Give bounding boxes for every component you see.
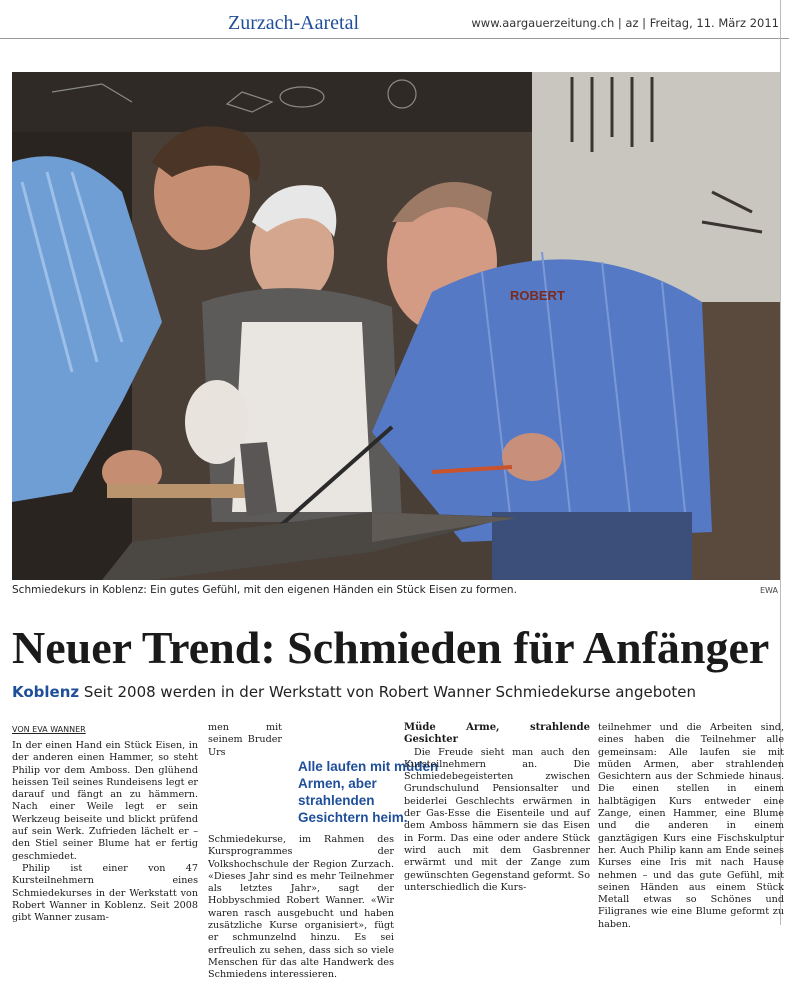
article-subline	[12, 683, 780, 701]
article-headline: Neuer Trend: Schmieden für Anfänger	[12, 622, 770, 673]
location-kicker: Koblenz	[12, 683, 80, 701]
paragraph: Philip ist einer von 47 Kursteilnehmern eines Schmiedekurses in der Werkstatt von Robert Wanner in Koblenz. Seit 2008 gibt Wanner zusam-	[12, 862, 198, 924]
article-column-2	[208, 722, 439, 982]
article-column-3	[404, 722, 590, 894]
page-header	[0, 0, 789, 38]
apron-text: ROBERT	[510, 288, 565, 303]
byline: VON EVA WANNER	[12, 725, 86, 734]
article-column-1	[12, 740, 198, 924]
paragraph: Die Freude sieht man auch den Kursteilnehmern an. Die Schmiedebegeisterten zwischen Grundschulund Pensionsalter und beiderlei Geschlechts erwärmen in der Gas-Esse die Eisenteile und auf dem Amboss hämmern sie das Eisen in Form. Das eine oder andere Stück wird auch mit dem Gasbrenner erwärmt und mit der Zange zum gewünschten Gegenstand geformt. So unterschiedlich die Kurs-	[404, 746, 590, 893]
paragraph: men mit seinem Bruder Urs Schmiedekurse, im Rahmen des Kursprogrammes der Volkshochschule der Region Zurzach. «Dieses Jahr sind es mehr Teilnehmer als letztes Jahr», sagt der Hobbyschmied Robert Wanner. «Wir waren rasch ausgebucht und haben zusätzliche Kurse organisiert», fügt er schmunzelnd hinzu. Es sei erfreulich zu sehen, dass sich so viele Menschen für das alte Handwerk des Schmiedens interessieren.	[208, 722, 394, 981]
article-column-4	[598, 722, 784, 931]
publication-meta: www.aargauerzeitung.ch | az | Freitag, 11. März 2011	[471, 16, 779, 30]
paragraph: teilnehmer und die Arbeiten sind, eines haben die Teilnehmer alle gemeinsam: Alle laufen sie mit müden Armen, aber strahlenden Gesichtern aus der Schmiede hinaus. Die einen stellen in einem halbtägigen Kurs entweder eine Zange, einen Hammer, eine Blume und die anderen in einem ganztägigen Kurs eine Fischskulptur her. Auch Philip kann am Ende seines Kurses eine Iris mit nach Hause nehmen – und das gute Gefühl, mit seinen Händen aus einem Stück Metall etwas so Schönes und Filigranes wie eine Blume geformt zu haben.	[598, 722, 784, 930]
pull-quote: Alle laufen mit müden Armen, aber strahlenden Gesichtern heim.	[288, 756, 440, 828]
photo-credit: EWA	[760, 586, 778, 595]
section-title: Zurzach-Aaretal	[228, 12, 360, 34]
article-photo	[12, 72, 780, 580]
section-subheading: Müde Arme, strahlende Gesichter	[404, 722, 590, 746]
paragraph: In der einen Hand ein Stück Eisen, in der anderen einen Hammer, so steht Philip vor dem Amboss. Den glühend heissen Teil seines Rundeisens legt er darauf und fängt an zu hämmern. Nach einer Weile legt er sein Werkzeug beiseite und blickt prüfend auf sein Werk. Zufrieden lächelt er – den Stiel seiner Blume hat er fertig geschmiedet.	[12, 740, 198, 862]
header-rule	[0, 38, 789, 39]
photo-caption: Schmiedekurs in Koblenz: Ein gutes Gefühl, mit den eigenen Händen ein Stück Eisen zu formen.	[12, 584, 517, 596]
subline-text: Seit 2008 werden in der Werkstatt von Robert Wanner Schmiedekurse angeboten	[83, 683, 697, 701]
